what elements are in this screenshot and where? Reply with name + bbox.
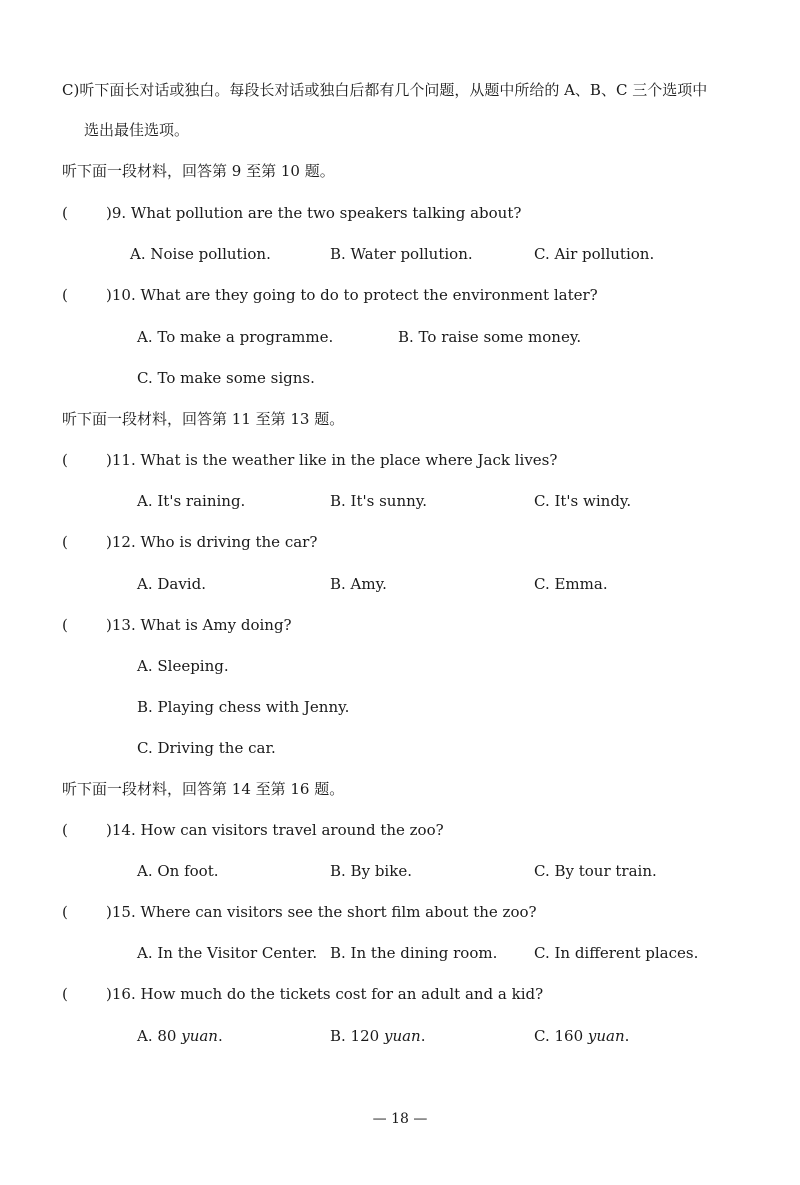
option-prefix: B. 120 bbox=[330, 1027, 384, 1045]
question-text: )16. How much do the tickets cost for an adult and a kid? bbox=[106, 985, 544, 1003]
page-number: — 18 — bbox=[372, 1111, 428, 1127]
answer-paren: ( bbox=[62, 286, 68, 304]
option-unit: yuan bbox=[587, 1027, 625, 1045]
option-c: C. In different places. bbox=[534, 944, 699, 962]
question-text: )11. What is the weather like in the place where Jack lives? bbox=[106, 451, 558, 469]
option-suffix: . bbox=[624, 1027, 630, 1045]
option-prefix: A. 80 bbox=[137, 1027, 182, 1045]
option-a: A. Noise pollution. bbox=[130, 245, 271, 263]
option-b bbox=[330, 1026, 426, 1046]
option-b: B. By bike. bbox=[330, 862, 412, 880]
option-b: B. Playing chess with Jenny. bbox=[137, 698, 350, 716]
answer-paren: ( bbox=[62, 903, 68, 921]
group-header-14-16: 听下面一段材料，回答第 14 至第 16 题。 bbox=[62, 780, 345, 798]
section-instruction-line1: C)听下面长对话或独白。每段长对话或独白后都有几个问题，从题中所给的 A、B、C 三个选项中 bbox=[62, 81, 708, 99]
option-a: A. In the Visitor Center. bbox=[137, 944, 318, 962]
option-b: B. To raise some money. bbox=[398, 328, 582, 346]
section-instruction-line2: 选出最佳选项。 bbox=[84, 121, 190, 139]
answer-paren: ( bbox=[62, 616, 68, 634]
answer-paren: ( bbox=[62, 533, 68, 551]
option-c bbox=[534, 1026, 629, 1046]
option-b: B. It's sunny. bbox=[330, 492, 428, 510]
answer-paren: ( bbox=[62, 204, 68, 222]
answer-paren: ( bbox=[62, 451, 68, 469]
option-c: C. Driving the car. bbox=[137, 739, 276, 757]
question-text: )13. What is Amy doing? bbox=[106, 616, 292, 634]
option-a: A. David. bbox=[137, 575, 206, 593]
option-b: B. Amy. bbox=[330, 575, 387, 593]
option-unit: yuan bbox=[383, 1027, 421, 1045]
option-a: A. To make a programme. bbox=[137, 328, 334, 346]
option-unit: yuan bbox=[181, 1027, 218, 1045]
option-suffix: . bbox=[420, 1027, 426, 1045]
option-a bbox=[137, 1026, 223, 1046]
option-c: C. To make some signs. bbox=[137, 369, 315, 387]
option-c: C. It's windy. bbox=[534, 492, 632, 510]
option-a: A. On foot. bbox=[137, 862, 219, 880]
option-b: B. In the dining room. bbox=[330, 944, 498, 962]
option-a: A. Sleeping. bbox=[137, 657, 229, 675]
answer-paren: ( bbox=[62, 985, 68, 1003]
option-suffix: . bbox=[217, 1027, 223, 1045]
question-text: )15. Where can visitors see the short film about the zoo? bbox=[106, 903, 537, 921]
question-text: )14. How can visitors travel around the zoo? bbox=[106, 821, 444, 839]
option-c: C. Air pollution. bbox=[534, 245, 655, 263]
group-header-11-13: 听下面一段材料，回答第 11 至第 13 题。 bbox=[62, 410, 345, 428]
question-text: )10. What are they going to do to protect the environment later? bbox=[106, 286, 598, 304]
option-prefix: C. 160 bbox=[534, 1027, 588, 1045]
question-text: )12. Who is driving the car? bbox=[106, 533, 318, 551]
question-text: )9. What pollution are the two speakers talking about? bbox=[106, 204, 522, 222]
option-c: C. By tour train. bbox=[534, 862, 657, 880]
group-header-9-10: 听下面一段材料，回答第 9 至第 10 题。 bbox=[62, 162, 335, 180]
option-c: C. Emma. bbox=[534, 575, 608, 593]
answer-paren: ( bbox=[62, 821, 68, 839]
option-a: A. It's raining. bbox=[137, 492, 246, 510]
option-b: B. Water pollution. bbox=[330, 245, 473, 263]
